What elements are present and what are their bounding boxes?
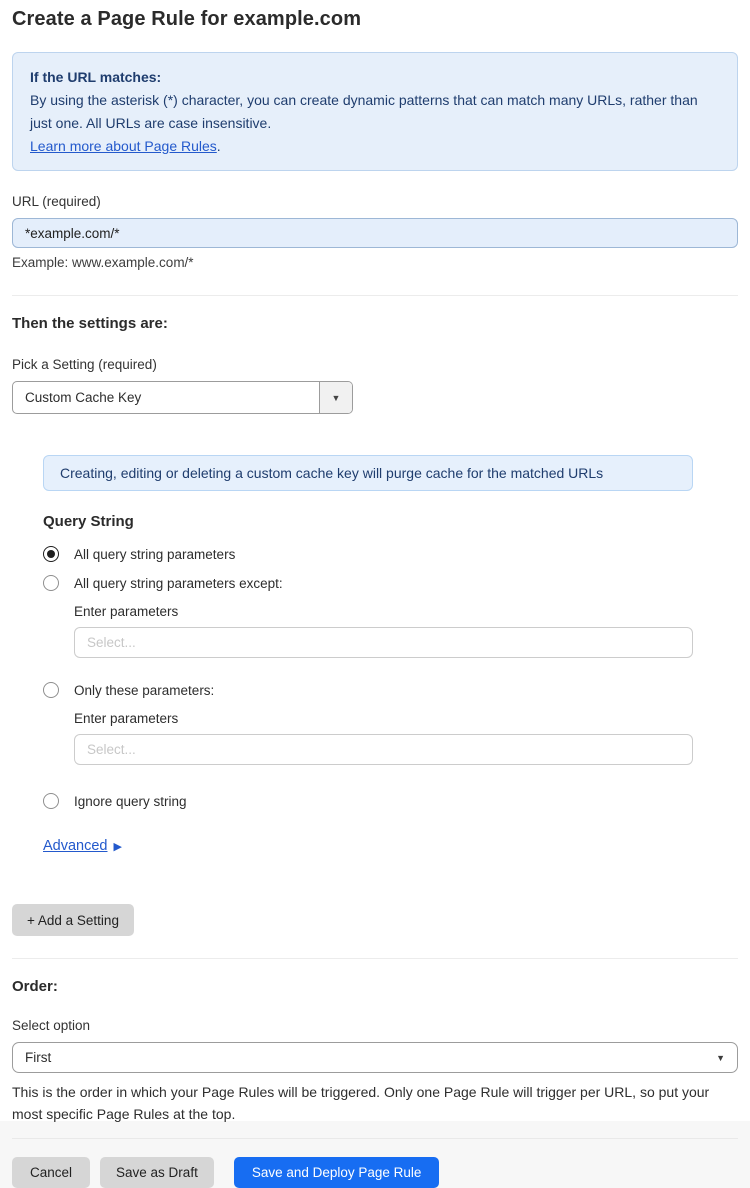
section-divider	[12, 958, 738, 959]
cache-key-notice: Creating, editing or deleting a custom cache key will purge cache for the matched URLs	[43, 455, 693, 491]
section-divider	[12, 295, 738, 296]
setting-dropdown-value: Custom Cache Key	[25, 390, 142, 405]
radio-option-only-these-params[interactable]	[43, 682, 738, 698]
parameters-select-input[interactable]	[74, 627, 693, 658]
radio-option-all-params-except[interactable]	[43, 575, 738, 591]
radio-label: All query string parameters	[74, 546, 236, 562]
enter-parameters-label: Enter parameters	[74, 604, 179, 619]
save-as-draft-button[interactable]: Save as Draft	[100, 1157, 214, 1188]
learn-more-link[interactable]: Learn more about Page Rules	[30, 138, 217, 154]
radio-label: Only these parameters:	[74, 682, 215, 698]
order-dropdown[interactable]	[12, 1042, 738, 1073]
radio-label: All query string parameters except:	[74, 575, 283, 591]
advanced-row	[43, 838, 738, 854]
url-field-label: URL (required)	[12, 194, 101, 209]
info-box-link-line	[30, 135, 720, 158]
info-box-body: By using the asterisk (*) character, you can create dynamic patterns that can match many URLs, rather than just one. All URLs are case insensitive.	[30, 92, 698, 131]
radio-button-checked-icon[interactable]	[43, 546, 59, 562]
pick-setting-label: Pick a Setting (required)	[12, 357, 157, 372]
order-dropdown-value: First	[25, 1050, 52, 1065]
parameters-select-input[interactable]	[74, 734, 693, 765]
settings-section-heading: Then the settings are:	[12, 315, 168, 332]
radio-label: Ignore query string	[74, 793, 187, 809]
query-string-heading: Query String	[43, 513, 134, 530]
setting-dropdown[interactable]	[12, 381, 353, 414]
radio-button-icon[interactable]	[43, 575, 59, 591]
page-title: Create a Page Rule for example.com	[12, 8, 362, 30]
cancel-button[interactable]: Cancel	[12, 1157, 90, 1188]
order-description: This is the order in which your Page Rules will be triggered. Only one Page Rule will trigger per URL, so put your most specific Page Rules at the top.	[12, 1084, 710, 1122]
radio-button-icon[interactable]	[43, 682, 59, 698]
radio-option-all-params[interactable]	[43, 546, 738, 562]
chevron-down-icon: ▼	[331, 392, 341, 403]
radio-button-icon[interactable]	[43, 793, 59, 809]
url-match-info-box	[12, 52, 738, 171]
add-setting-button[interactable]: + Add a Setting	[12, 904, 134, 936]
footer-divider	[12, 1138, 738, 1139]
chevron-down-icon: ▼	[716, 1052, 725, 1063]
radio-option-ignore-query-string[interactable]	[43, 793, 738, 809]
advanced-link[interactable]: Advanced	[43, 838, 108, 854]
link-period: .	[216, 138, 221, 154]
url-example-text: Example: www.example.com/*	[12, 255, 194, 270]
enter-parameters-label: Enter parameters	[74, 711, 179, 726]
setting-dropdown-arrow-button[interactable]	[319, 382, 352, 413]
save-and-deploy-button[interactable]: Save and Deploy Page Rule	[234, 1157, 440, 1188]
order-section-heading: Order:	[12, 978, 58, 995]
footer-actions	[12, 1157, 738, 1188]
url-input[interactable]	[12, 218, 738, 248]
caret-right-icon: ▶	[113, 840, 122, 853]
info-box-heading: If the URL matches:	[30, 69, 162, 85]
order-select-label: Select option	[12, 1018, 91, 1033]
